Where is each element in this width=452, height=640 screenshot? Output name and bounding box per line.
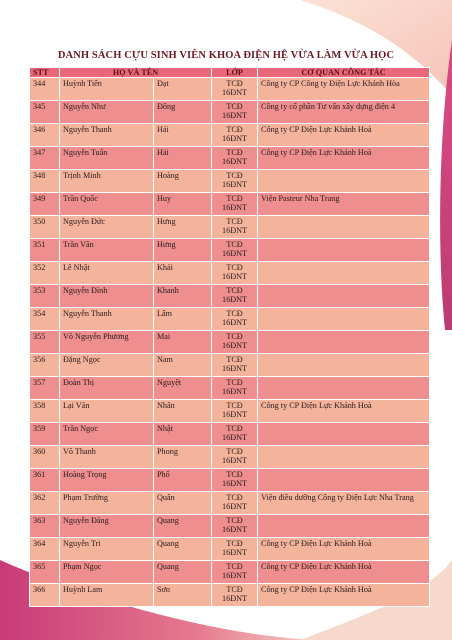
cell-workplace — [258, 170, 430, 193]
cell-class: TCĐ 16ĐNT — [212, 193, 258, 216]
table-row — [30, 78, 430, 101]
cell-given-name: Nguyệt — [154, 377, 212, 400]
cell-surname: Phạm Ngọc — [60, 561, 154, 584]
cell-workplace: Công ty CP Điện Lực Khánh Hoà — [258, 124, 430, 147]
cell-workplace — [258, 446, 430, 469]
cell-stt: 350 — [30, 216, 60, 239]
cell-surname: Nguyễn Thanh — [60, 308, 154, 331]
table-row — [30, 400, 430, 423]
cell-workplace — [258, 469, 430, 492]
cell-stt: 354 — [30, 308, 60, 331]
cell-stt: 365 — [30, 561, 60, 584]
cell-given-name: Hưng — [154, 239, 212, 262]
cell-stt: 347 — [30, 147, 60, 170]
cell-class: TCĐ 16ĐNT — [212, 285, 258, 308]
table-row — [30, 492, 430, 515]
cell-stt: 351 — [30, 239, 60, 262]
cell-stt: 360 — [30, 446, 60, 469]
cell-workplace: Viện điều dưỡng Công ty Điện Lực Nha Trang — [258, 492, 430, 515]
cell-stt: 361 — [30, 469, 60, 492]
table-row — [30, 170, 430, 193]
header-name: HỌ VÀ TÊN — [60, 68, 212, 78]
cell-class: TCĐ 16ĐNT — [212, 216, 258, 239]
cell-given-name: Quang — [154, 538, 212, 561]
alumni-table — [29, 67, 430, 607]
cell-surname: Nguyễn Đức — [60, 216, 154, 239]
cell-class: TCĐ 16ĐNT — [212, 446, 258, 469]
cell-stt: 358 — [30, 400, 60, 423]
cell-surname: Nguyễn Tuấn — [60, 147, 154, 170]
cell-workplace — [258, 239, 430, 262]
cell-workplace: Công ty CP Điện Lực Khánh Hoà — [258, 584, 430, 607]
table-row — [30, 147, 430, 170]
cell-stt: 353 — [30, 285, 60, 308]
header-stt: STT — [30, 68, 60, 78]
cell-stt: 352 — [30, 262, 60, 285]
table-body — [30, 78, 430, 607]
cell-given-name: Phong — [154, 446, 212, 469]
cell-given-name: Lâm — [154, 308, 212, 331]
cell-workplace — [258, 377, 430, 400]
cell-stt: 366 — [30, 584, 60, 607]
cell-stt: 356 — [30, 354, 60, 377]
cell-surname: Nguyễn Tri — [60, 538, 154, 561]
cell-class: TCĐ 16ĐNT — [212, 78, 258, 101]
cell-stt: 362 — [30, 492, 60, 515]
cell-given-name: Nhật — [154, 423, 212, 446]
cell-surname: Trần Văn — [60, 239, 154, 262]
cell-class: TCĐ 16ĐNT — [212, 147, 258, 170]
cell-surname: Lê Nhật — [60, 262, 154, 285]
table-row — [30, 331, 430, 354]
cell-stt: 355 — [30, 331, 60, 354]
cell-stt: 359 — [30, 423, 60, 446]
cell-workplace: Công ty CP Điện Lực Khánh Hoà — [258, 147, 430, 170]
cell-class: TCĐ 16ĐNT — [212, 515, 258, 538]
cell-workplace — [258, 423, 430, 446]
cell-surname: Nguyễn Như — [60, 101, 154, 124]
table-row — [30, 377, 430, 400]
table-row — [30, 515, 430, 538]
cell-surname: Đoàn Thị — [60, 377, 154, 400]
cell-surname: Trịnh Minh — [60, 170, 154, 193]
cell-surname: Võ Nguyễn Phương — [60, 331, 154, 354]
cell-surname: Võ Thanh — [60, 446, 154, 469]
cell-surname: Trần Ngọc — [60, 423, 154, 446]
cell-surname: Hoàng Trọng — [60, 469, 154, 492]
cell-surname: Huỳnh Lam — [60, 584, 154, 607]
table-row — [30, 124, 430, 147]
header-class: LỚP — [212, 68, 258, 78]
cell-stt: 345 — [30, 101, 60, 124]
cell-stt: 349 — [30, 193, 60, 216]
cell-class: TCĐ 16ĐNT — [212, 101, 258, 124]
cell-given-name: Mai — [154, 331, 212, 354]
cell-given-name: Hoàng — [154, 170, 212, 193]
table-row — [30, 561, 430, 584]
cell-surname: Đặng Ngọc — [60, 354, 154, 377]
cell-surname: Nguyễn Đăng — [60, 515, 154, 538]
cell-class: TCĐ 16ĐNT — [212, 469, 258, 492]
cell-class: TCĐ 16ĐNT — [212, 423, 258, 446]
table-row — [30, 308, 430, 331]
table-header-row — [30, 68, 430, 78]
cell-workplace: Công ty CP Điện Lực Khánh Hoà — [258, 538, 430, 561]
cell-class: TCĐ 16ĐNT — [212, 124, 258, 147]
cell-workplace — [258, 354, 430, 377]
table-row — [30, 239, 430, 262]
cell-given-name: Khanh — [154, 285, 212, 308]
cell-surname: Trần Quốc — [60, 193, 154, 216]
cell-class: TCĐ 16ĐNT — [212, 262, 258, 285]
cell-stt: 348 — [30, 170, 60, 193]
cell-workplace — [258, 285, 430, 308]
cell-class: TCĐ 16ĐNT — [212, 584, 258, 607]
cell-given-name: Quân — [154, 492, 212, 515]
table-row — [30, 538, 430, 561]
cell-stt: 363 — [30, 515, 60, 538]
cell-workplace — [258, 262, 430, 285]
cell-workplace: Công ty cổ phần Tư vấn xây dựng điện 4 — [258, 101, 430, 124]
cell-stt: 357 — [30, 377, 60, 400]
cell-stt: 346 — [30, 124, 60, 147]
cell-class: TCĐ 16ĐNT — [212, 308, 258, 331]
table-row — [30, 101, 430, 124]
cell-class: TCĐ 16ĐNT — [212, 400, 258, 423]
table-row — [30, 285, 430, 308]
table-row — [30, 216, 430, 239]
cell-given-name: Hải — [154, 147, 212, 170]
cell-given-name: Hưng — [154, 216, 212, 239]
cell-surname: Nguyễn Thanh — [60, 124, 154, 147]
table-row — [30, 469, 430, 492]
table-row — [30, 262, 430, 285]
table-row — [30, 446, 430, 469]
cell-given-name: Đông — [154, 101, 212, 124]
cell-surname: Nguyễn Đình — [60, 285, 154, 308]
cell-given-name: Khải — [154, 262, 212, 285]
cell-workplace — [258, 216, 430, 239]
cell-surname: Lại Văn — [60, 400, 154, 423]
cell-given-name: Nhân — [154, 400, 212, 423]
table-row — [30, 354, 430, 377]
cell-surname: Huỳnh Tiến — [60, 78, 154, 101]
cell-class: TCĐ 16ĐNT — [212, 538, 258, 561]
cell-workplace — [258, 515, 430, 538]
cell-surname: Phạm Trường — [60, 492, 154, 515]
cell-class: TCĐ 16ĐNT — [212, 492, 258, 515]
cell-workplace: Viện Pasteur Nha Trang — [258, 193, 430, 216]
table-row — [30, 193, 430, 216]
cell-given-name: Nam — [154, 354, 212, 377]
cell-stt: 364 — [30, 538, 60, 561]
table-row — [30, 584, 430, 607]
cell-given-name: Phổ — [154, 469, 212, 492]
cell-class: TCĐ 16ĐNT — [212, 561, 258, 584]
cell-workplace — [258, 331, 430, 354]
cell-given-name: Đạt — [154, 78, 212, 101]
cell-given-name: Sơn — [154, 584, 212, 607]
cell-class: TCĐ 16ĐNT — [212, 377, 258, 400]
cell-workplace: Công ty CP Điện Lực Khánh Hoà — [258, 400, 430, 423]
header-workplace: CƠ QUAN CÔNG TÁC — [258, 68, 430, 78]
cell-class: TCĐ 16ĐNT — [212, 170, 258, 193]
cell-given-name: Hải — [154, 124, 212, 147]
table-row — [30, 423, 430, 446]
document-title: DANH SÁCH CỰU SINH VIÊN KHOA ĐIỆN HỆ VỪA LÀM VỪA HỌC — [57, 50, 395, 61]
cell-given-name: Quang — [154, 561, 212, 584]
cell-class: TCĐ 16ĐNT — [212, 331, 258, 354]
cell-given-name: Quang — [154, 515, 212, 538]
cell-class: TCĐ 16ĐNT — [212, 354, 258, 377]
cell-workplace: Công ty CP Công ty Điện Lực Khánh Hòa — [258, 78, 430, 101]
cell-workplace — [258, 308, 430, 331]
cell-class: TCĐ 16ĐNT — [212, 239, 258, 262]
cell-given-name: Huy — [154, 193, 212, 216]
cell-workplace: Công ty CP Điện Lực Khánh Hoà — [258, 561, 430, 584]
cell-stt: 344 — [30, 78, 60, 101]
